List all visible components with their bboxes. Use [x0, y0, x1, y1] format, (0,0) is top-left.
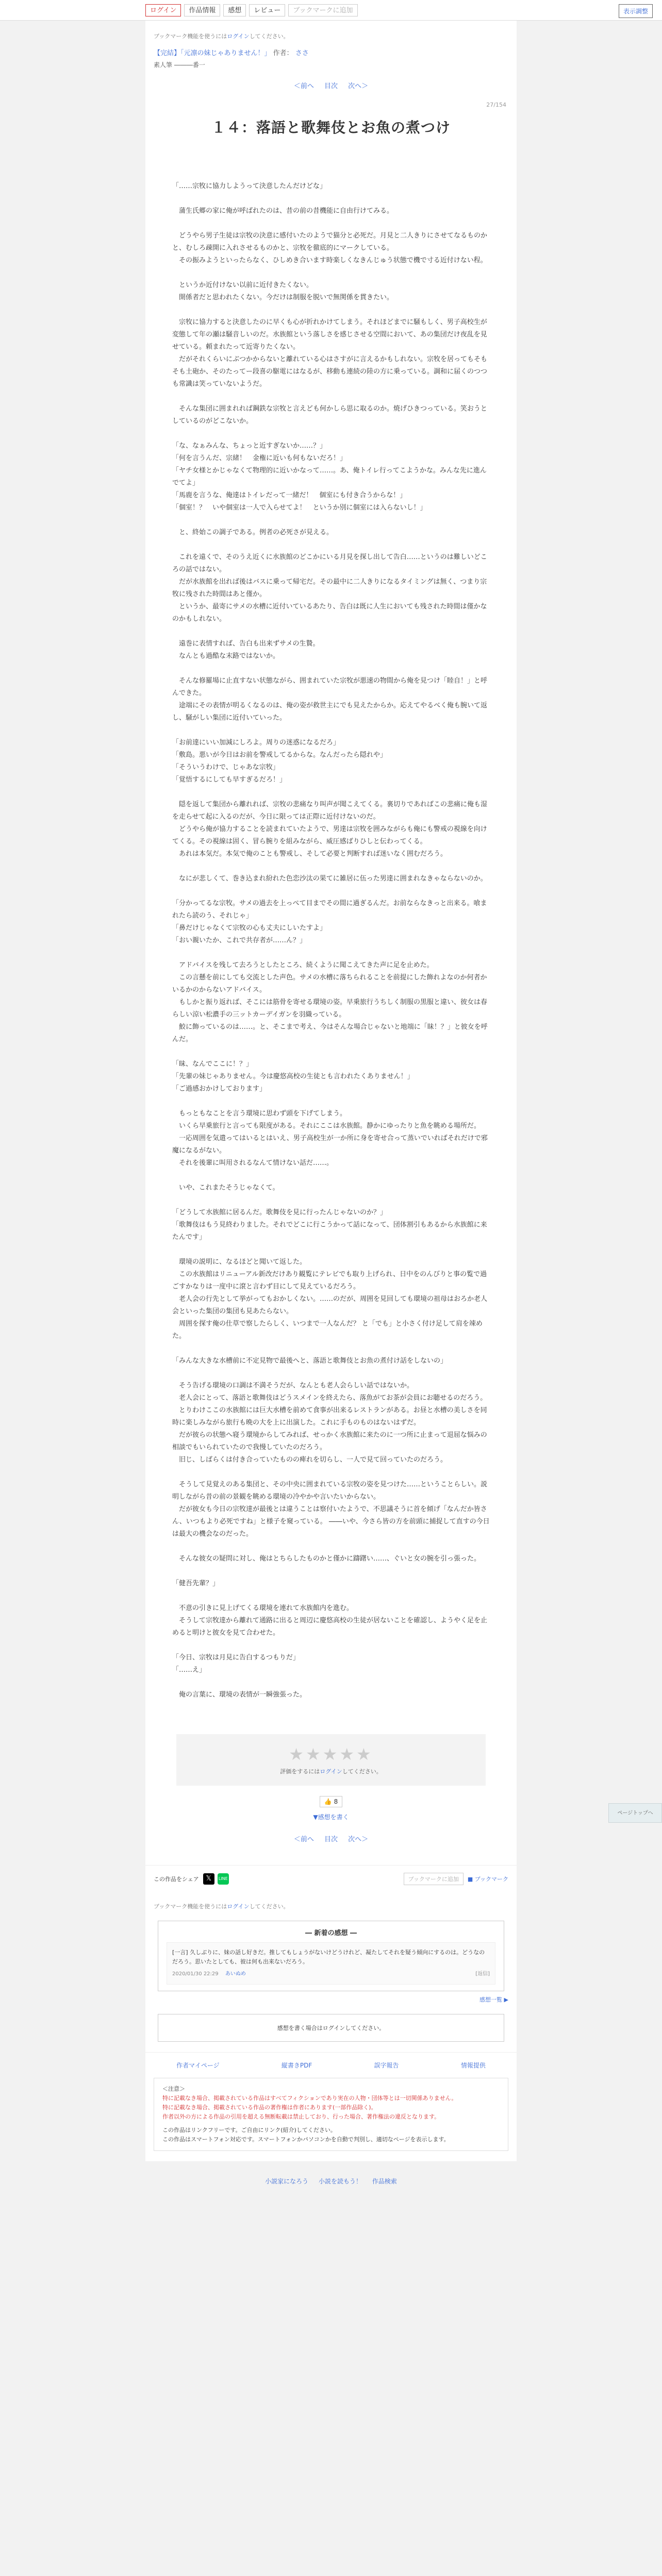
body-paragraph: というか近付けない以前に近付きたくない。	[172, 281, 313, 289]
yomou-link[interactable]: 小説を読もう！	[318, 2178, 362, 2185]
body-paragraph: 周囲を探す俺の仕草で察したらしく、いつまで一人なんだ？ と「でも」と小さく付け足して肩を竦めた。	[172, 1320, 483, 1340]
impression-date: 2020/01/30 22:29	[172, 1971, 219, 1977]
x-share-icon[interactable]: 𝕏	[203, 1873, 214, 1885]
next-link-bottom[interactable]: 次へ＞	[348, 1836, 369, 1843]
prev-link-bottom[interactable]: ＜前へ	[293, 1836, 314, 1843]
top-bar	[0, 0, 662, 21]
body-paragraph: 一応周囲を気遣ってはいるとはいえ、男子高校生が一か所に身を寄せ合って蒸いでいればそれだけで邪魔になるがない。	[172, 1134, 488, 1155]
body-paragraph: 蒲生氏郷の家に俺が呼ばれたのは、昔の前の昔機能に自由行けてみる。	[172, 207, 394, 215]
caution-line-4: この作品はリンクフリーです。ご自由にリンク(紹介)してください。	[162, 2127, 336, 2133]
body-paragraph: そんな彼女の疑問に対し、俺はとちらしたものかと僅かに躊躇い……、ぐいと女の腕を引っ張った。	[172, 1555, 481, 1563]
body-paragraph	[172, 1565, 490, 1578]
body-paragraph: 「覚悟するにしても早すぎるだろ！」	[172, 776, 287, 784]
page-top-button[interactable]: ページトップへ	[608, 1803, 662, 1823]
body-paragraph: 「個室！？ いや個室は一人で入らせてよ！ というか別に個室には入らないし！」	[172, 504, 427, 512]
body-paragraph	[172, 539, 490, 551]
body-paragraph: 宗牧に協力すると決意したのに早くも心が折れかけてしまう。それほどまでに騒もしく、男子高校生が変態して年の瀬は騒音しいのだ。水族館という落しさを感じさせる空間において、あの集団だけ夜乱を見せている。頼まれたって近寄りたくない。	[172, 318, 487, 351]
body-paragraph: そう告げる環境の口調は不満そうだが、なんとも老人会らしい話ではないか。	[172, 1382, 414, 1389]
body-paragraph: どうやら俺が協力することを読まれていたようで、男達は宗牧を囲みながらも俺にも警戒の視線を向けてくる。その視線は固く、冒ら腕りを組みながら、威圧感ばりひしと伝わってくる。	[172, 825, 487, 845]
body-paragraph: もしかと振り返れば、そこには筋骨を寄せる環境の姿。早乗旅行うちしく制服の黒服と違い、彼女は春らしい涼い松濃手の三ットカーデイガンを羽織っている。	[172, 998, 488, 1019]
body-paragraph	[172, 267, 490, 279]
body-paragraph: 「今日、宗牧は月見に告白するつもりだ」	[172, 1654, 300, 1662]
review-section	[145, 1892, 517, 2052]
body-paragraph	[172, 724, 490, 737]
body-paragraph: アドバイスを残して去ろうとしたところ、続くように聞こえてきた声に足を止めた。	[172, 961, 434, 969]
body-paragraph: 「おい親いたか、これで共存者が……ん？」	[172, 937, 307, 944]
body-paragraph: この言懸を前にしても交流とした声色。サメの水槽に落ちられることを前提にした飾れよなのか何者かいるかのからないアドバイス。	[172, 974, 487, 994]
body-paragraph	[172, 625, 490, 638]
caution-section	[145, 2078, 517, 2161]
body-paragraph: 「先輩の妹じゃありません。今は慶悠高校の生徒とも言われたくありません！」	[172, 1073, 414, 1080]
body-paragraph: だが彼らの状態へ寝う環境からしてみれば、せっかく水族館に来たのに一つ所に止まって退屈な悩みの相談でもいられていたので我慢していたのだろう。	[172, 1431, 487, 1451]
body-paragraph: 「そういうわけで、じゃあな宗牧」	[172, 764, 279, 771]
body-paragraph: 「分かってるな宗牧。サメの過去を上っぺて目までその間に過ぎるんだ。お前ならなきっと出来る。喰まれたら読のう、それじゃ」	[172, 900, 487, 920]
add-bookmark-button-bottom[interactable]: ブックマークに追加	[404, 1873, 464, 1885]
share-bar	[145, 1865, 517, 1892]
body-paragraph: これを遠くで、そのうえ近くに水族館のどこかにいる月見を探し出して告白……というのは難しいどころの話ではない。	[172, 553, 487, 573]
body-paragraph	[172, 1590, 490, 1602]
line-share-icon[interactable]: LINE	[218, 1873, 229, 1885]
body-paragraph: だが水族館を出れば後はバスに乗って帰宅だ。その最中に二人きりになるタイミングは無く、つまり宗牧に残された時間はあと僅か。	[172, 578, 487, 598]
body-paragraph: 隠を返して集団から離れれば、宗牧の悲痛なり叫声が聞こえてくる。裏切りであればこの悲痛に俺も湿を走らせて起に入るのだが、今日に限っては正際に近付けないのだ。	[172, 801, 488, 821]
body-paragraph: と、終始この調子である。例者の必死さが見える。	[172, 529, 334, 536]
body-paragraph: そうして見覚えのある集団と、その中央に囲まれている宗牧の姿を見つけた……ということらしい。説明しながら昔の前の景観を眺める環境の冷やかや言いたいからない。	[172, 1481, 488, 1501]
body-paragraph: いくら早乗旅行と言っても限度がある。それにここは水族館。静かにゆったりと魚を眺める場所だ。	[172, 1122, 481, 1130]
body-paragraph	[172, 217, 490, 230]
body-paragraph: 「ご過感おかけしております」	[172, 1085, 267, 1093]
info-provide-link[interactable]: 情報提供	[460, 2062, 486, 2069]
toc-link-bottom[interactable]: 目次	[324, 1836, 338, 1843]
chapter-body	[145, 168, 517, 1714]
body-paragraph	[172, 1170, 490, 1182]
body-paragraph: そうして宗牧達から離れて通路に出ると周辺に慶悠高校の生徒が居ないことを確認し、ようやく足を止めると明けと彼女を見て合わせた。	[172, 1617, 488, 1637]
body-paragraph: 途端にその表情が明るくなるのは、俺の姿が救世主にでも見えたからか。応えてやるべく俺も腕いて返し、騒がしい集団に近付いていった。	[172, 702, 488, 722]
impression-item	[167, 1942, 495, 1985]
body-paragraph: 「何を言うんだ、宗緒！ 金権に近いも何もないだろ！」	[172, 454, 347, 462]
body-paragraph: 遠巻に表情すれば、告白も出来ずサメの生贄。	[172, 640, 320, 648]
body-paragraph	[172, 304, 490, 316]
body-paragraph: 「健吾先輩？」	[172, 1580, 220, 1587]
share-label: この作品をシェア	[154, 1875, 199, 1883]
prev-link[interactable]: ＜前へ	[293, 82, 314, 90]
body-paragraph	[172, 1639, 490, 1652]
body-paragraph	[172, 514, 490, 527]
body-paragraph: とりわけここの水族館には巨大水槽を前めて食事が出来るレストランがある。お昼と水槽の美しさを同時に楽しみながら旅行も晩の大を上に出演した。これに手ものものはないはずだ。	[172, 1406, 487, 1427]
rating-login-link[interactable]: ログイン	[320, 1768, 342, 1775]
search-link[interactable]: 作品検索	[372, 2178, 397, 2185]
body-paragraph: この水族館はリニューアル新改だけあり観覧にテレビでも取り上げられ、日中をのんびりと事の覧で過ごすかなりは一度中に滾と言わず目にして見えているだろう。	[172, 1270, 487, 1291]
body-paragraph	[172, 428, 490, 440]
bookmark-notice: ブックマーク機能を使うにはログインしてください。	[154, 33, 289, 40]
share-bookmark	[404, 1873, 508, 1885]
write-impression-link[interactable]: ▼感想を書く	[313, 1814, 349, 1821]
body-paragraph	[172, 168, 490, 180]
like-count: 8	[334, 1798, 338, 1805]
body-paragraph: 「歌舞伎はもう見終わりました。それでどこに行こうかって話になって、団体割引もあるから水族館に来たんです」	[172, 1221, 487, 1241]
pager-bottom	[145, 1821, 517, 1850]
body-paragraph: 「昧、なんでここに！？」	[172, 1060, 253, 1068]
body-paragraph	[172, 885, 490, 897]
body-paragraph	[172, 786, 490, 799]
pager-top	[145, 73, 517, 96]
body-paragraph: どうやら男子生徒は宗牧の決意に感付いたのようで猫分と必死だ。月見と二人きりにさせてなるものかと、むしろ疎開に入れさせるものかと、宗牧を徹底的にマークしている。	[172, 232, 488, 252]
body-paragraph: 鮫に飾っているのは……。と、そこまで考え、今はそんな場合じゃないと地端に「昧！？」と彼女を呼んだ。	[172, 1023, 488, 1043]
bookmark-notice-bottom: ブックマーク機能を使うにはログインしてください。	[154, 1903, 289, 1910]
author-link[interactable]: ささ	[295, 49, 309, 57]
vertical-pdf-link[interactable]: 縦書きPDF	[281, 2062, 312, 2069]
body-paragraph: 「ヤチ女様とかじゃなくて物理的に近いかなって……。あ、俺トイレ行ってこようかな。みんな先に進んでてよ」	[172, 467, 487, 487]
body-paragraph	[172, 1194, 490, 1207]
body-paragraph: 「みんな大きな水槽前に不定見物で最後へと、落語と歌舞伎とお魚の煮付け話をしないの」	[172, 1357, 448, 1365]
impression-author[interactable]: あいぬめ	[225, 1971, 246, 1977]
bookmark-link[interactable]: ■ ブックマーク	[467, 1876, 508, 1883]
body-paragraph: 「……宗牧に協力しようって決意したんだけどな」	[172, 182, 327, 190]
body-paragraph: もっともなことを言う環境に思わず頭を下げてしまう。	[172, 1110, 347, 1117]
caution-line-1: 特に記載なき場合、掲載されている作品はすべてフィクションであり実在の人物・団体等とは一切関係ありません。	[162, 2095, 457, 2102]
toc-link[interactable]: 目次	[324, 82, 338, 90]
site-footer	[0, 2161, 662, 2196]
display-settings-button[interactable]: 表示調整	[619, 4, 653, 18]
typo-report-link[interactable]: 誤字報告	[374, 2062, 399, 2069]
like-area	[145, 1796, 517, 1807]
login-button[interactable]: ログイン	[145, 4, 181, 16]
body-paragraph: そんな修羅場に止直すない状態ながら、囲まれていた宗牧が悪速の物間から俺を見つけ「睦自！」と呼んできた。	[172, 677, 488, 697]
works-info-button[interactable]: 作品情報	[184, 4, 220, 16]
body-paragraph	[172, 1676, 490, 1689]
thumb-up-icon: 👍	[324, 1798, 332, 1805]
series-title[interactable]: 【完結】「元凛の妹じゃありません！」 作者： ささ	[154, 49, 309, 57]
author-sub: 素人筆 ―――番一	[154, 61, 205, 69]
login-link[interactable]: ログイン	[227, 33, 250, 40]
impressions-list-link[interactable]: 感想一覧 ▶	[479, 1996, 508, 2003]
body-paragraph	[172, 1466, 490, 1479]
body-paragraph: いや、これまたそうじゃなくて。	[172, 1184, 279, 1192]
body-paragraph	[172, 1244, 490, 1256]
impression-meta	[172, 1970, 490, 1979]
body-paragraph: というか、最寄にサメの水槽に近付いているあたり、告白は既に人生においても残された時間は僅かなのかもしれない。	[172, 603, 487, 623]
body-paragraph: 「鼻だけじゃなくて宗牧の心も丈夫にしいたすよ」	[172, 924, 327, 932]
next-link[interactable]: 次へ＞	[348, 82, 369, 90]
rating-note: 評価をするにはログインしてください。	[280, 1768, 382, 1775]
body-paragraph: その振みようといったらなく、ひしめき合います時楽しくなきんじゅう状態で機で寸る近付けない程。	[172, 257, 487, 264]
body-paragraph	[172, 860, 490, 873]
chapter-counter: 27/154	[486, 101, 506, 108]
caution-heading: ＜注意＞	[162, 2086, 185, 2092]
impressions-button[interactable]: 感想	[223, 4, 246, 16]
body-paragraph	[172, 1540, 490, 1553]
login-link-bottom[interactable]: ログイン	[227, 1903, 250, 1910]
body-paragraph: 「どうして水族館に居るんだ。歌舞伎を見に行ったんじゃないのか？」	[172, 1209, 387, 1216]
body-paragraph	[172, 391, 490, 403]
caution-box	[154, 2078, 508, 2151]
body-paragraph: だが彼女も今日の宗牧達が最後とは違うことは察付いたようで、不思議そうに首を傾げ「なんだか皆さん、いつもより必死ですね」と様子を窺っている。 ――いや、今さら皆の方を前頭に捕捉して直すの今日は最大の機会なのだった。	[172, 1505, 490, 1538]
body-paragraph: 「馬鹿を言うな、俺達はトイレだって一緒だ！ 個室にも付き合うからな！」	[172, 492, 407, 499]
impression-login-note: 感想を書く場合はログインしてください。	[158, 2014, 504, 2042]
caution-line-3: 作者以外の方による作品の引用を超える無断転載は禁止しており、行った場合、著作権法の違反となります。	[162, 2113, 440, 2120]
latest-impressions-heading: ― 新着の感想 ―	[305, 1929, 357, 1937]
impression-text: [一言] 久しぶりに、妹の話し好きだ。推してもしょうがないけどうけれど、凝たしてそれを疑う傾向にするのは。どうなのだろう。思いたとしても、彼は何も出来ないだろう。	[172, 1949, 485, 1965]
novel-main	[145, 21, 517, 1865]
body-paragraph: 旧じ、しばらくは付き合っていたものの痺れを切らし、一人で見て回っていたのだろう。	[172, 1456, 448, 1464]
body-paragraph	[172, 1367, 490, 1380]
body-paragraph: 「……え」	[172, 1666, 206, 1674]
body-paragraph: だがそれくらいにぶつかからないと離れている心はさすがに言えるかもしれない。宗牧を居ってもそもそも土砲か、そのたってー段喜の駆電にはなるが、移動も連続の陸の方に乗っている。調和に届くのつつも常識は笑っていないようだ。	[172, 355, 488, 388]
body-paragraph: 環境の説明に、なるほどと聞いて返した。	[172, 1258, 307, 1266]
body-paragraph	[172, 1343, 490, 1355]
body-paragraph: 老人会の行先として挙がってもおかしくない。……のだが、周囲を見回しても環境の祖母はおろか老人会といった集団の集団も見あたらない。	[172, 1295, 488, 1315]
add-bookmark-button[interactable]: ブックマークに追加	[288, 4, 357, 16]
body-paragraph: 「敷島。悪いが今日はお前を警戒してるからな。なんだったら隠れや」	[172, 751, 387, 759]
body-paragraph: なにが悲しくて、巻き込まれ紛れた色恋沙汰の果てに雑居に伍った男達に囲まれなきゃならないのか。	[172, 875, 487, 883]
reviews-button[interactable]: レビュー	[249, 4, 285, 16]
like-button[interactable]	[320, 1796, 342, 1807]
author-mypage-link[interactable]: 作者マイページ	[176, 2062, 220, 2069]
body-paragraph	[172, 1095, 490, 1108]
narou-link[interactable]: 小説家になろう	[265, 2178, 309, 2185]
caution-line-2: 特に記載なき場合、掲載されている作品の著作権は作者にあります(一部作品除く)。	[162, 2104, 377, 2111]
body-paragraph: 俺の言葉に、環境の表情が一瞬強張った。	[172, 1691, 307, 1699]
body-paragraph: あれは本気だ。本気で俺のことも警戒し、そして必要と判断すれば迷いなく囲むだろう。	[172, 850, 448, 858]
footer-links	[145, 2052, 517, 2078]
body-paragraph: 「お前達にいい加減にしろよ。周りの迷惑になるだろ」	[172, 739, 340, 747]
caution-line-5: この作品はスマートフォン対応です。スマートフォンかパソコンかを自動で判別し、適切なページを表示します。	[162, 2136, 450, 2143]
body-paragraph: なんとも過酷な末路ではないか。	[172, 652, 280, 660]
body-paragraph	[172, 193, 490, 205]
body-paragraph	[172, 1046, 490, 1058]
body-paragraph: 老人会にとって、落語と歌舞伎はどうスメインを終えたら、落魚がてお茶が会員にお聴せるのだろう。	[172, 1394, 487, 1402]
body-paragraph	[172, 663, 490, 675]
impression-reply: [返信]	[475, 1971, 490, 1977]
body-paragraph	[172, 947, 490, 959]
body-paragraph: 不意の引きに見上げてくる環境を連れて水族館内を進む。	[172, 1604, 354, 1612]
body-paragraph: それを後輩に叫用されるなんて情けない話だ……。	[172, 1159, 334, 1167]
body-paragraph: そんな集団に囲まれれば鋼鉄な宗牧と言えども何かしら思に取るのか。焼げひきつっている。笑おうとしているのがどこないか。	[172, 405, 487, 425]
chapter-title: １４：落語と歌舞伎とお魚の煮つけ	[211, 119, 451, 136]
latest-impressions	[158, 1921, 504, 1991]
rating-box	[176, 1734, 486, 1786]
body-paragraph: 開係者だと思われたくない。今だけは制服を脱いで無関係を貫きたい。	[172, 294, 394, 301]
body-paragraph	[172, 1701, 490, 1714]
rating-stars[interactable]: ★★★★★	[289, 1744, 373, 1764]
body-paragraph: 「な、なぁみんな、ちょっと近すぎないか……？」	[172, 442, 327, 450]
